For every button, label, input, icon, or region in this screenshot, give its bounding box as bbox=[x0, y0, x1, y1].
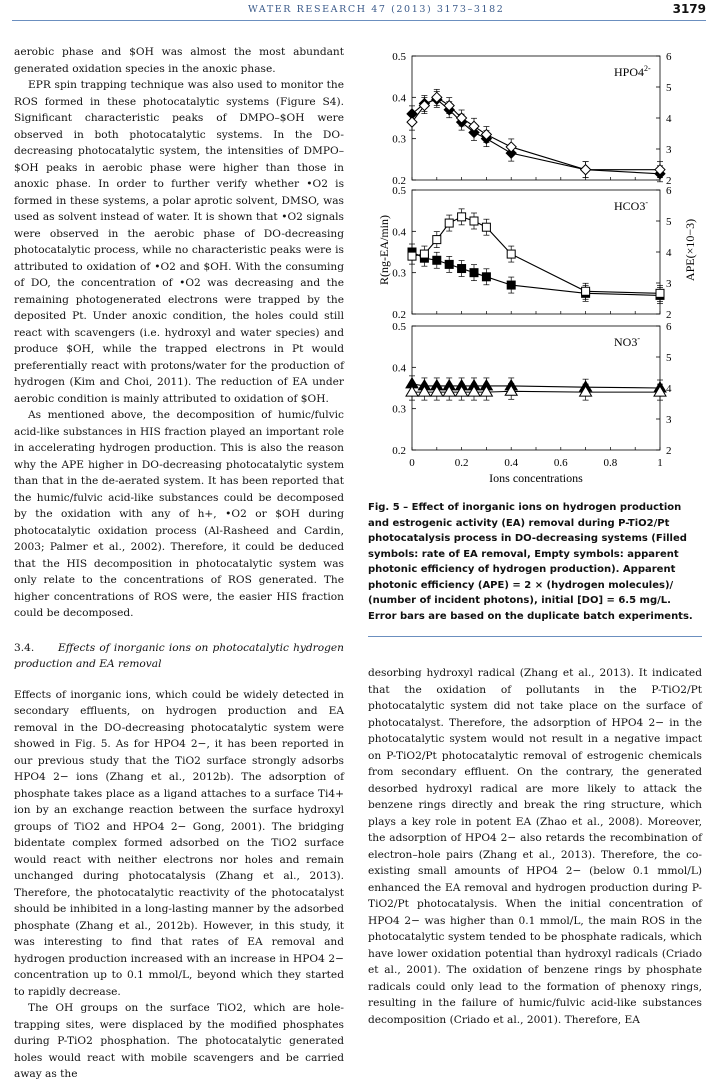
right-tick-label: 4 bbox=[666, 383, 672, 395]
right-tick-label: 3 bbox=[666, 144, 672, 156]
right-tick-label: 6 bbox=[666, 51, 672, 63]
data-point-square bbox=[433, 256, 441, 264]
right-tick-label: 6 bbox=[666, 321, 672, 333]
right-column bbox=[368, 665, 702, 1028]
right-tick-label: 3 bbox=[666, 278, 672, 290]
left-tick-label: 0.4 bbox=[392, 226, 406, 239]
data-point-square bbox=[420, 250, 428, 258]
left-tick-label: 0.5 bbox=[392, 185, 406, 197]
left-tick-label: 0.4 bbox=[392, 92, 406, 105]
x-tick-label: 0.4 bbox=[504, 457, 519, 469]
left-tick-label: 0.3 bbox=[392, 133, 406, 146]
running-header bbox=[0, 0, 720, 22]
right-tick-label: 5 bbox=[666, 216, 672, 228]
paragraph: Effects of inorganic ions, which could be widely detected in secondary effluents, on hydrogen production and EA removal in the DO-decreasing photocatalytic system were showed in Fig. 5. As for HPO4 2−, it has been reported in our previous study that the TiO2 surface strongly adsorbs HPO4 2− ions (Zhang et al., 2012b). The adsorption of phosphate takes place as a ligand attaches to a surface Ti4+ ion by an exchange reaction between the surface hydroxyl groups of TiO2 and HPO4 2− Gong, 2001). The bridging bidentate complex formed adsorbed on the TiO2 surface would react with neither electrons nor holes and remain unchanged during photocatalysis (Zhang et al., 2013). Therefore, the photocatalytic reactivity of the photocatalyst should be inhibited in a long-lasting manner by the adsorbed phosphate (Zhang et al., 2012b). However, in this study, it was interesting to find that rates of EA removal and hydrogen production increased with an increase in HPO4 2− concentration up to 0.1 mmol/L, beyond which they started to rapidly decrease. bbox=[14, 688, 344, 998]
left-tick-label: 0.4 bbox=[392, 362, 406, 375]
data-point-square bbox=[470, 217, 478, 225]
right-tick-label: 2 bbox=[666, 445, 672, 457]
data-point-diamond bbox=[581, 165, 591, 175]
section-heading bbox=[14, 640, 344, 673]
data-point-square bbox=[458, 213, 466, 221]
left-tick-label: 0.5 bbox=[392, 321, 406, 333]
data-point-square bbox=[458, 265, 466, 273]
figure-5 bbox=[368, 44, 702, 494]
x-tick-label: 1 bbox=[657, 457, 663, 469]
right-tick-label: 5 bbox=[666, 352, 672, 364]
left-tick-label: 0.3 bbox=[392, 267, 406, 280]
caption-rule bbox=[368, 636, 702, 637]
right-tick-label: 6 bbox=[666, 185, 672, 197]
right-tick-label: 4 bbox=[666, 247, 672, 259]
right-tick-label: 3 bbox=[666, 414, 672, 426]
page-number: 3179 bbox=[672, 2, 706, 16]
left-tick-label: 0.2 bbox=[392, 445, 406, 457]
panel-label: $HPO4^{2-}$ bbox=[614, 64, 651, 79]
left-tick-label: 0.5 bbox=[392, 51, 406, 63]
right-tick-label: 2 bbox=[666, 175, 672, 187]
y-axis-label-right: APE(×10−3) bbox=[683, 218, 697, 282]
data-point-square bbox=[582, 287, 590, 295]
right-tick-label: 2 bbox=[666, 309, 672, 321]
data-point-square bbox=[445, 219, 453, 227]
panel-label: NO3- bbox=[614, 334, 641, 349]
journal-title: WATER RESEARCH 47 (2013) 3173–3182 bbox=[248, 4, 505, 15]
figure-caption: Fig. 5 – Effect of inorganic ions on hydrogen production and estrogenic activity (EA) removal during P-TiO2/Pt photocatalysis process in DO-decreasing systems (Filled symbols: rate of EA removal, Empty symbols: apparent photonic efficiency of hydrogen production). Apparent photonic efficiency (APE) = 2 × (hydrogen molecules)/ (number of incident photons), initial [DO] = 6.5 mg/L. Error bars are based on the duplicate batch experiments. bbox=[368, 502, 693, 622]
figure-5-chart bbox=[368, 44, 702, 494]
paragraph: As mentioned above, the decomposition of humic/fulvic acid-like substances in HIS fraction played an important role in accelerating hydrogen production. This is also the reason why the APE higher in DO-decreasing photocatalytic system than that in the de-aerated system. It has been reported that the humic/fulvic acid-like substances could be decomposed by the oxidation with any of h+, •O2 or $OH during photocatalytic oxidation process (Al-Rasheed and Cardin, 2003; Palmer et al., 2002). Therefore, it could be deduced that the HIS decomposition in photocatalytic system was only relate to the concentrations of ROS generated. The higher concentrations of ROS were, the easier HIS fraction could be decomposed. bbox=[14, 409, 344, 619]
paragraph: EPR spin trapping technique was also used to monitor the ROS formed in these photocatalytic systems (Figure S4). Significant characteristic peaks of DMPO–$OH were observed in both photocatalytic systems. In the DO-decreasing photocatalytic system, the intensities of DMPO–$OH peaks in aerobic phase were higher than those in anoxic phase. In order to further verify whether •O2 is formed in these systems, a polar aprotic solvent, DMSO, was used as solvent instead of water. It is shown that •O2 signals were observed in the aerobic phase of DO-decreasing photocatalytic process, while no characteristic peaks were is attributed to oxidation of •O2 and $OH. With the consuming of DO, the concentration of •O2 was decreasing and the remaining photogenerated electrons were trapped by the deposited Pt. Under anoxic condition, the holes could still react with scavengers (i.e. hydroxyl and water species) and produce $OH, while the trapped electrons in Pt would preferentially react with protons/water for the production of hydrogen (Kim and Choi, 2011). The reduction of EA under aerobic condition is mainly attributed to oxidation of $OH. bbox=[14, 79, 344, 405]
left-tick-label: 0.2 bbox=[392, 309, 406, 321]
x-tick-label: 0 bbox=[409, 457, 415, 469]
x-tick-label: 0.2 bbox=[454, 457, 469, 469]
y-axis-label-left: R(ng-EA/min) bbox=[377, 215, 391, 285]
left-tick-label: 0.3 bbox=[392, 403, 406, 416]
paragraph: desorbing hydroxyl radical (Zhang et al., 2013). It indicated that the oxidation of pollutants in the P-TiO2/Pt photocatalytic system did not take place on the surface of photocatalyst. Therefore, the adsorption of HPO4 2− in the photocatalytic system would not result in a negative impact on P-TiO2/Pt photocatalytic removal of estrogenic chemicals from secondary effluent. On the contrary, the generated desorbed hydroxyl radical are more likely to attack the benzene rings directly and break the ring structure, which plays a key role in potent EA (Zhao et al., 2008). Moreover, the adsorption of HPO4 2− also retards the recombination of electron–hole pairs (Zhang et al., 2013). Therefore, the co-existing small amounts of HPO4 2− (below 0.1 mmol/L) enhanced the EA removal and hydrogen production during P-TiO2/Pt photocatalysis. When the initial concentration of HPO4 2− was higher than 0.1 mmol/L, the main ROS in the photocatalytic system tended to be phosphate radicals, which have lower oxidation potential than hydroxyl radicals (Criado et al., 2001). The oxidation of benzene rings by phosphate radicals could only lead to the formation of phenoxy rings, resulting in the failure of humic/fulvic acid-like substances decomposition (Criado et al., 2001). Therefore, EA bbox=[368, 667, 702, 1026]
panel-label: HCO3- bbox=[614, 198, 649, 213]
section-title: Effects of inorganic ions on photocatalytic hydrogen production and EA removal bbox=[14, 641, 344, 670]
header-rule bbox=[12, 20, 706, 21]
right-tick-label: 5 bbox=[666, 82, 672, 94]
x-axis-label: Ions concentrations bbox=[489, 471, 583, 485]
data-point-square bbox=[482, 273, 490, 281]
x-tick-label: 0.8 bbox=[603, 457, 618, 469]
data-point-diamond bbox=[407, 117, 417, 127]
left-tick-label: 0.2 bbox=[392, 175, 406, 187]
data-point-diamond bbox=[506, 142, 516, 152]
data-point-square bbox=[482, 223, 490, 231]
data-point-square bbox=[445, 260, 453, 268]
data-point-square bbox=[408, 252, 416, 260]
data-point-square bbox=[507, 250, 515, 258]
data-point-square bbox=[433, 236, 441, 244]
data-point-square bbox=[507, 281, 515, 289]
right-tick-label: 4 bbox=[666, 113, 672, 125]
x-tick-label: 0.6 bbox=[553, 457, 568, 469]
paragraph: The OH groups on the surface TiO2, which are hole-trapping sites, were displaced by the modified phosphates during P-TiO2 phosphation. The photocatalytic generated holes would react with mobile scavengers and be carried away as the bbox=[14, 1002, 344, 1080]
left-column bbox=[14, 44, 344, 1083]
data-point-square bbox=[656, 289, 664, 297]
paragraph: aerobic phase and $OH was almost the most abundant generated oxidation species in the anoxic phase. bbox=[14, 46, 344, 75]
data-point-square bbox=[470, 269, 478, 277]
section-number: 3.4. bbox=[14, 641, 35, 654]
